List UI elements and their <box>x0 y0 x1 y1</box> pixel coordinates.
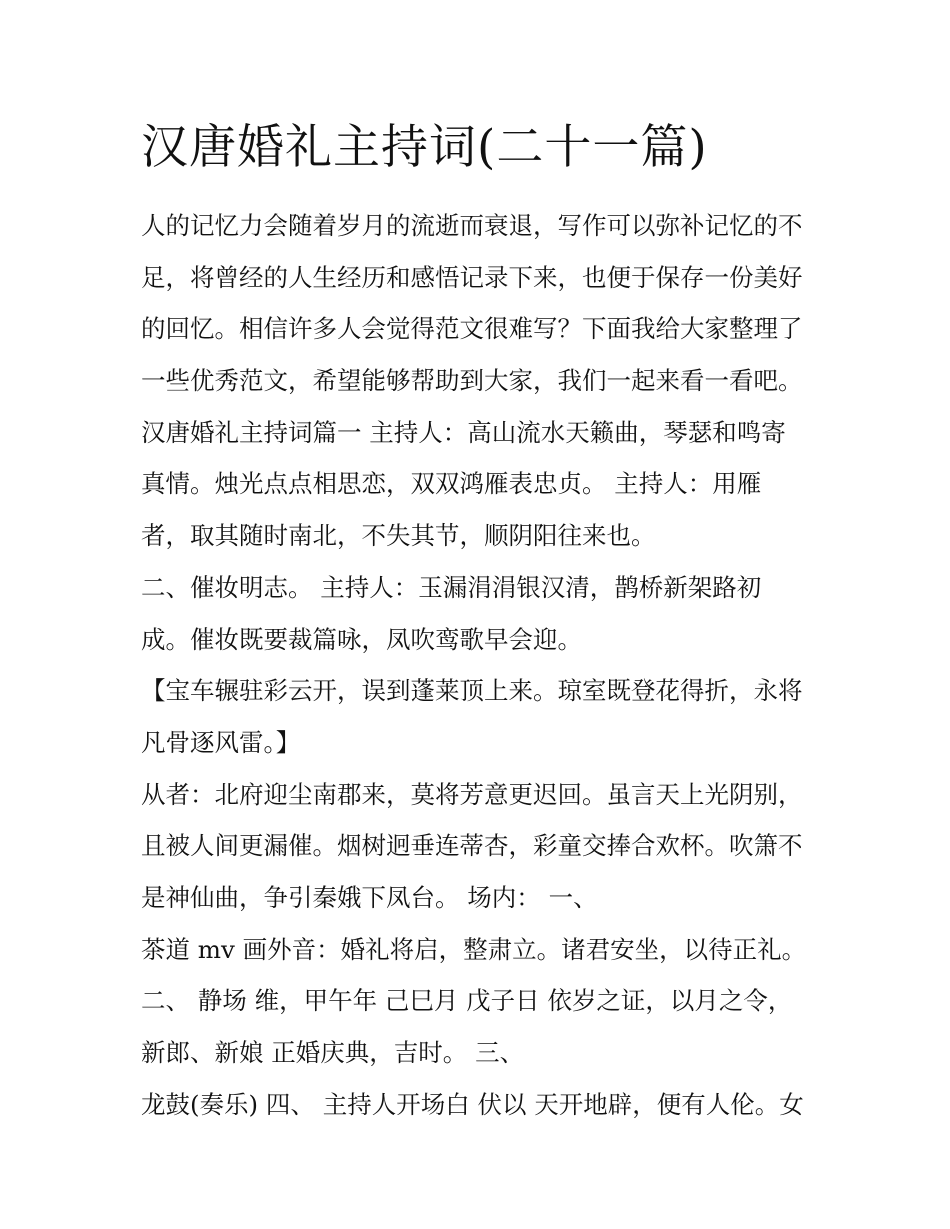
text-line: 真情。烛光点点相思恋，双双鸿雁表忠贞。 主持人：用雁 <box>141 469 762 499</box>
text-line: 二、催妆明志。 主持人：玉漏涓涓银汉清，鹊桥新架路初 <box>141 572 762 602</box>
text-line: 且被人间更漏催。烟树迥垂连蒂杏，彩童交捧合欢杯。吹箫不 <box>141 831 803 861</box>
text-line: 从者：北府迎尘南郡来，莫将芳意更迟回。虽言天上光阴别， <box>141 779 803 809</box>
text-line: 的回忆。相信许多人会觉得范文很难写？下面我给大家整理了 <box>141 314 803 344</box>
text-line: 汉唐婚礼主持词篇一 主持人：高山流水天籁曲，琴瑟和鸣寄 <box>141 417 786 447</box>
text-line: 成。催妆既要裁篇咏，凤吹鸾歌早会迎。 <box>141 624 582 654</box>
text-line: 二、 静场 维，甲午年 己巳月 戊子日 依岁之证，以月之令， <box>141 986 793 1016</box>
text-line: 是神仙曲，争引秦娥下凤台。 场内： 一、 <box>141 882 598 912</box>
text-line: 【宝车辗驻彩云开，误到蓬莱顶上来。琼室既登花得折，永将 <box>141 676 803 706</box>
text-line: 茶道 mv 画外音：婚礼将启，整肃立。诸君安坐，以待正礼。 <box>141 934 807 964</box>
document-title: 汉唐婚礼主持词(二十一篇) <box>141 120 708 175</box>
text-line: 足，将曾经的人生经历和感悟记录下来，也便于保存一份美好 <box>141 262 803 292</box>
text-line: 龙鼓(奏乐) 四、 主持人开场白 伏以 天开地辟，便有人伦。女 <box>141 1089 804 1119</box>
text-line: 者，取其随时南北，不失其节，顺阴阳往来也。 <box>141 521 656 551</box>
text-line: 一些优秀范文，希望能够帮助到大家，我们一起来看一看吧。 <box>141 366 803 396</box>
text-line: 新郎、新娘 正婚庆典，吉时。 三、 <box>141 1038 525 1067</box>
text-line: 凡骨逐风雷。】 <box>141 727 301 757</box>
document-body <box>141 200 831 1130</box>
text-line: 人的记忆力会随着岁月的流逝而衰退，写作可以弥补记忆的不 <box>141 211 803 240</box>
